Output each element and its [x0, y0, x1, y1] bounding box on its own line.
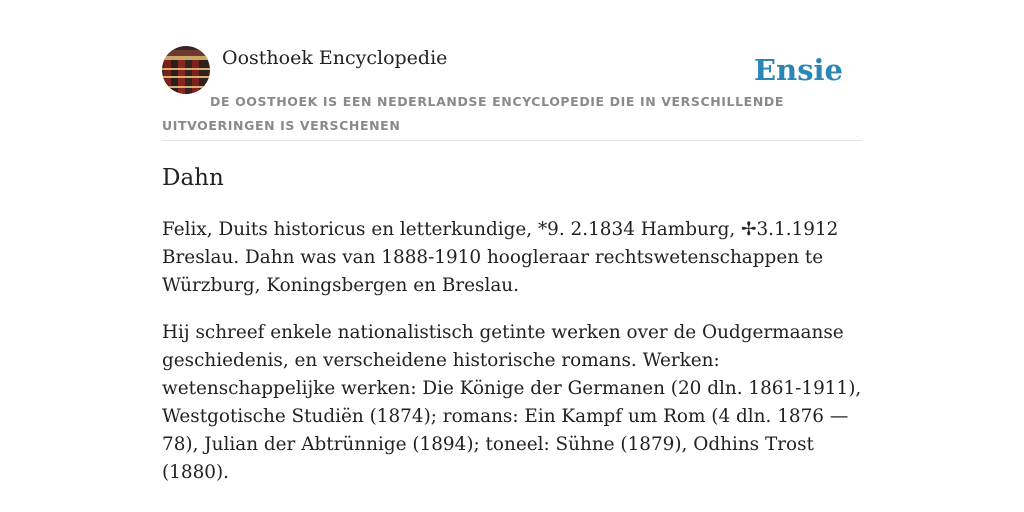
site-header	[162, 46, 862, 141]
site-logo[interactable]	[162, 46, 210, 94]
site-title[interactable]: Oosthoek Encyclopedie	[222, 47, 448, 69]
article-paragraph: Hij schreef enkele nationalistisch getinte werken over de Oudgermaanse geschiedenis, en verscheidene historische romans. Werken: wetenschappelijke werken: Die Könige der Germanen (20 dln. 1861-1911), Westgotische Studiën (1874); romans: Ein Kampf um Rom (4 dln. 1876 —78), Julian der Abtrünnige (1894); toneel: Sühne (1879), Odhins Trost (1880).	[162, 322, 862, 483]
books-icon	[162, 46, 210, 94]
site-tagline: DE OOSTHOEK IS EEN NEDERLANDSE ENCYCLOPEDIE DIE IN VERSCHILLENDE UITVOERINGEN IS VERSCHENEN	[162, 94, 784, 133]
brand-logo[interactable]: Ensie	[754, 53, 843, 87]
article-paragraph: Felix, Duits historicus en letterkundige, *9. 2.1834 Hamburg, ✢3.1.1912 Breslau. Dahn was van 1888-1910 hoogleraar rechtswetenschappen te Würzburg, Koningsbergen en Breslau.	[162, 219, 839, 296]
article-title: Dahn	[162, 165, 224, 191]
page	[162, 0, 862, 512]
